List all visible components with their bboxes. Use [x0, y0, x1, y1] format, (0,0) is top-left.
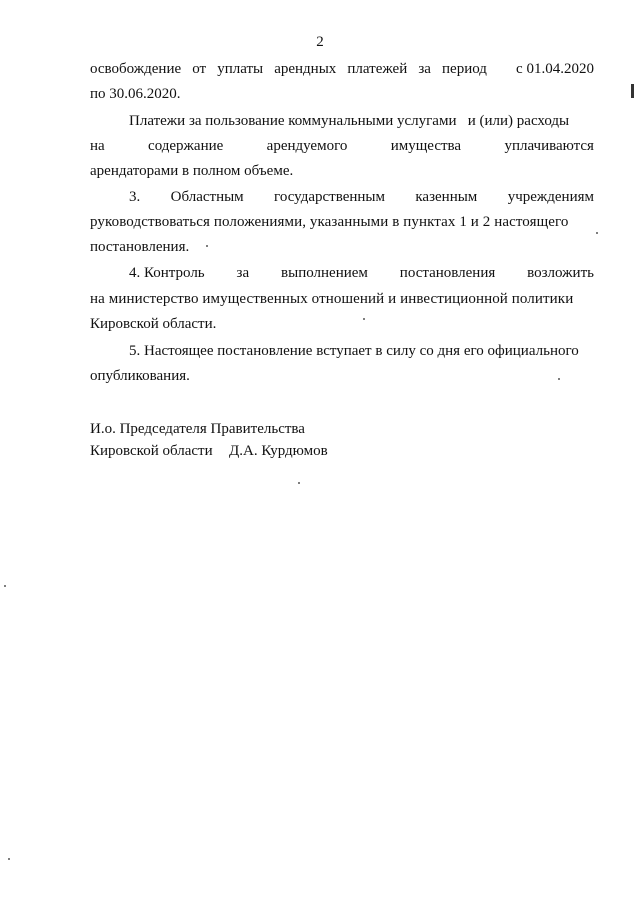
paragraph-4-line-2: на министерство имущественных отношений и инвестиционной политики [90, 291, 574, 307]
word: 3. [129, 189, 141, 205]
signature-region: Кировской области [90, 443, 213, 459]
word: арендуемого [266, 138, 348, 154]
word: 4. Контроль [129, 265, 205, 281]
paragraph-1-line-2: по 30.06.2020. [90, 86, 181, 102]
word: содержание [148, 138, 224, 154]
paragraph-2-line-3: арендаторами в полном объеме. [90, 163, 294, 179]
word: с 01.04.2020 [516, 61, 594, 77]
page-number: 2 [316, 34, 324, 50]
word: постановления [399, 265, 496, 281]
word: платежей [347, 61, 408, 77]
scan-speck [206, 245, 208, 247]
word: освобождение [90, 61, 182, 77]
word: имущества [390, 138, 462, 154]
scan-speck [8, 858, 10, 860]
word: период [442, 61, 487, 77]
word: возложить [527, 265, 594, 281]
word: Областным [170, 189, 244, 205]
scan-speck [363, 318, 365, 320]
scan-speck [4, 585, 6, 587]
paragraph-2-line-1: Платежи за пользование коммунальными услугами и (или) расходы [129, 113, 570, 129]
word: за [236, 265, 250, 281]
scan-speck [596, 232, 598, 234]
paragraph-1-line-1 [90, 60, 594, 78]
paragraph-4-line-3: Кировской области. [90, 316, 217, 332]
scan-edge-mark [631, 84, 634, 98]
word: на [90, 138, 105, 154]
paragraph-3-line-2: руководствоваться положениями, указанными в пунктах 1 и 2 настоящего [90, 214, 569, 230]
paragraph-4-line-1 [129, 264, 594, 282]
paragraph-5-line-2: опубликования. [90, 368, 190, 384]
word: казенным [415, 189, 478, 205]
paragraph-5-line-1: 5. Настоящее постановление вступает в силу со дня его официального [129, 343, 579, 359]
word: государственным [274, 189, 385, 205]
word: уплаты [217, 61, 264, 77]
word: уплачиваются [504, 138, 594, 154]
paragraph-3-line-3: постановления. [90, 239, 190, 255]
word: выполнением [281, 265, 368, 281]
word: учреждениям [507, 189, 594, 205]
word: арендных [274, 61, 337, 77]
scan-speck [558, 378, 560, 380]
word: за [418, 61, 431, 77]
word: от [192, 61, 207, 77]
paragraph-3-line-1 [129, 188, 594, 206]
paragraph-2-line-2 [90, 137, 594, 155]
signature-title: И.о. Председателя Правительства [90, 421, 305, 437]
scan-speck [298, 482, 300, 484]
signature-name: Д.А. Курдюмов [229, 443, 328, 459]
